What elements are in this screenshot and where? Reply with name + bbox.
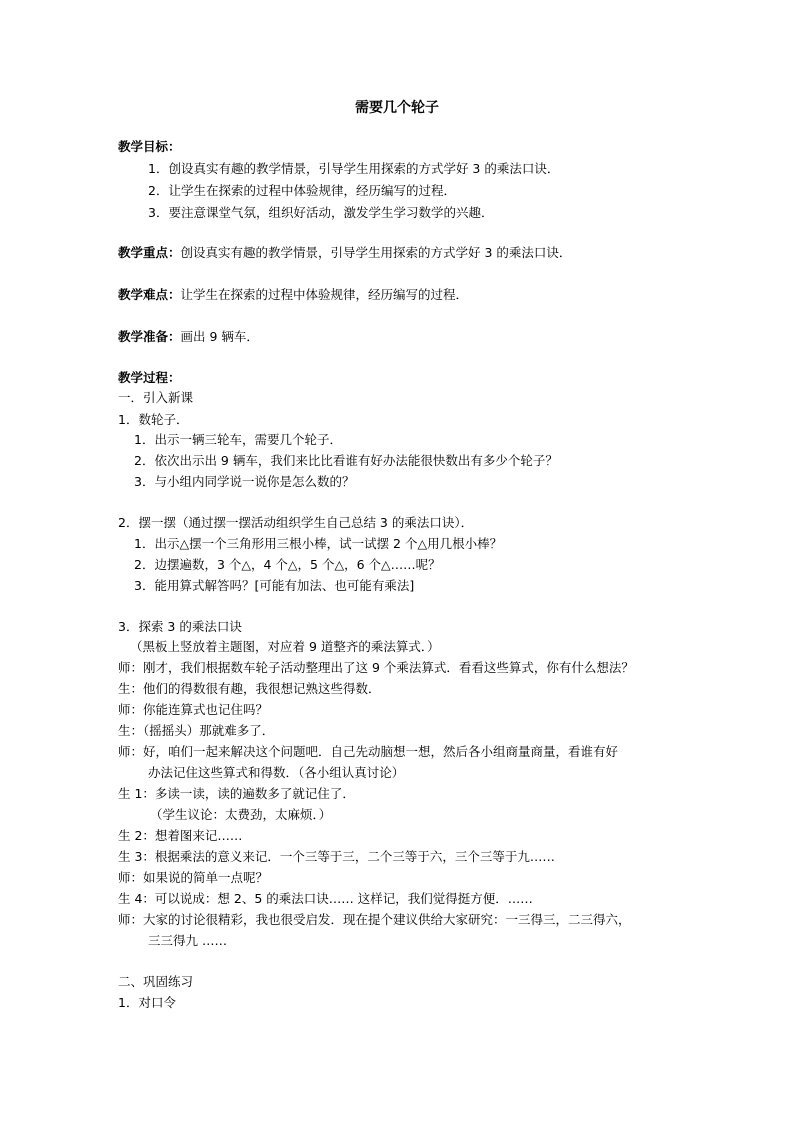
dialogue-line: 生：他们的得数很有趣，我很想记熟这些得数． — [118, 681, 381, 696]
key-point-text: 创设真实有趣的教学情景，引导学生用探索的方式学好 3 的乘法口诀． — [180, 245, 572, 260]
key-point-label: 教学重点： — [118, 245, 181, 260]
preparation — [118, 327, 259, 347]
dialogue-line: 生：（摇摇头）那就难多了． — [118, 723, 275, 738]
dialogue-line: 办法记住这些算式和得数．（各小组认真讨论） — [148, 765, 405, 780]
process-label: 教学过程： — [118, 370, 181, 385]
dialogue-line: 师：如果说的简单一点呢？ — [118, 870, 269, 885]
preparation-label: 教学准备： — [118, 329, 181, 344]
difficulty-text: 让学生在探索的过程中体验规律，经历编写的过程． — [180, 287, 469, 302]
section-heading: 二、巩固练习 — [118, 974, 194, 989]
goal-item: 1．创设真实有趣的教学情景，引导学生用探索的方式学好 3 的乘法口诀． — [148, 161, 560, 176]
part-heading: 1．对口令 — [118, 995, 176, 1010]
dialogue-line: 生 4：可以说成：想 2、5 的乘法口诀…… 这样记，我们觉得挺方便．…… — [118, 891, 533, 906]
difficulty-label: 教学难点： — [118, 287, 181, 302]
preparation-text: 画出 9 辆车． — [180, 329, 259, 344]
goal-item: 2．让学生在探索的过程中体验规律，经历编写的过程． — [148, 183, 456, 198]
dialogue-line: 三三得九 …… — [148, 933, 227, 948]
goal-item: 3．要注意课堂气氛，组织好活动，激发学生学习数学的兴趣． — [148, 205, 494, 220]
dialogue-line: （黑板上竖放着主题图，对应着 9 道整齐的乘法算式．） — [130, 639, 440, 654]
list-item: 2．边摆遍数，3 个△，4 个△，5 个△，6 个△……呢？ — [134, 557, 441, 572]
page-title: 需要几个轮子 — [355, 100, 439, 116]
part-heading: 1．数轮子． — [118, 412, 189, 427]
list-item: 1．出示△摆一个三角形用三根小棒，试一试摆 2 个△用几根小棒？ — [134, 536, 503, 551]
dialogue-line: 生 3：根据乘法的意义来记．一个三等于三，二个三等于六，三个三等于九…… — [118, 849, 555, 864]
goals-label: 教学目标： — [118, 139, 181, 154]
dialogue-line: 师：你能连算式也记住吗？ — [118, 702, 269, 717]
dialogue-line: 师：大家的讨论很精彩，我也很受启发．现在提个建议供给大家研究：一三得三，二三得六， — [118, 912, 631, 927]
list-item: 1．出示一辆三轮车，需要几个轮子． — [134, 432, 342, 447]
dialogue-line: 师：好，咱们一起来解决这个问题吧．自己先动脑想一想，然后各小组商量商量，看谁有好 — [118, 744, 619, 759]
difficulty — [118, 285, 468, 305]
key-point — [118, 243, 571, 263]
list-item: 2．依次出示出 9 辆车，我们来比比看谁有好办法能很快数出有多少个轮子？ — [134, 453, 558, 468]
dialogue-line: 生 1：多读一读，读的遍数多了就记住了． — [118, 786, 355, 801]
list-item: 3．能用算式解答吗？[可能有加法、也可能有乘法] — [134, 578, 415, 593]
dialogue-line: 师：刚才，我们根据数车轮子活动整理出了这 9 个乘法算式．看看这些算式，你有什么想法？ — [118, 660, 634, 675]
dialogue-line: 生 2：想着图来记…… — [118, 828, 243, 843]
list-item: 3．与小组内同学说一说你是怎么数的？ — [134, 474, 355, 489]
part-heading: 3．探索 3 的乘法口诀 — [118, 619, 242, 634]
part-heading: 2．摆一摆（通过摆一摆活动组织学生自己总结 3 的乘法口诀）． — [118, 515, 474, 530]
dialogue-line: （学生议论：太费劲，太麻烦．） — [150, 807, 332, 822]
section-heading: 一．引入新课 — [118, 390, 194, 405]
